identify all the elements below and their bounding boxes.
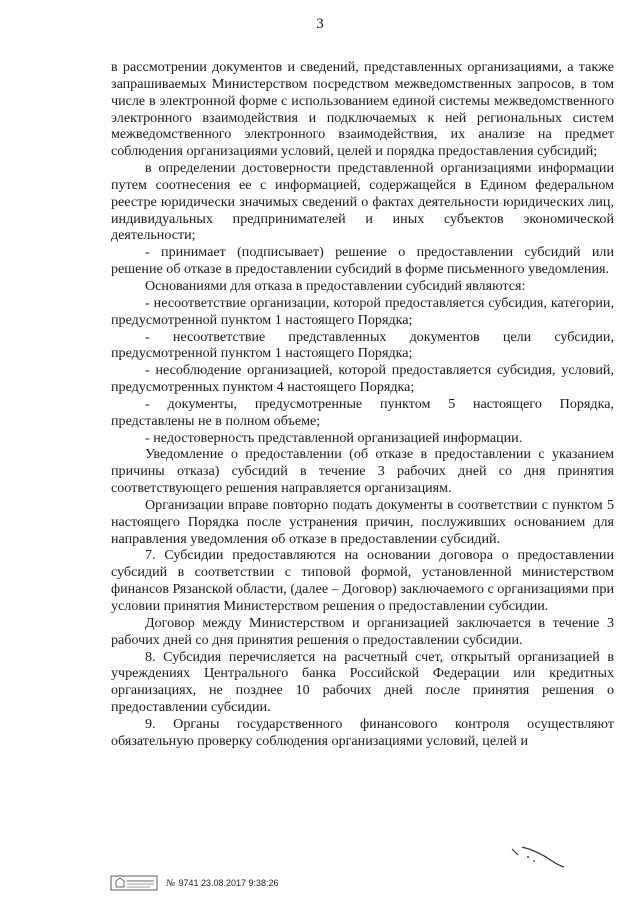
paragraph: - принимает (подписывает) решение о предоставлении субсидий или решение об отказе в предоставлении субсидий в форме письменного уведомления. <box>111 244 614 278</box>
paragraph: в рассмотрении документов и сведений, представленных организациями, а также запрашиваемых Министерством посредством межведомственных запросов, в том числе в электронной форме с использованием единой системы межведомственного электронного взаимодействия и подключаемых к ней региональных систем межведомственного электронного взаимодействия, их анализе на предмет соблюдения организациями условий, целей и порядка предоставления субсидий; <box>111 59 614 160</box>
list-item: - недостоверность представленной организацией информации. <box>145 429 523 446</box>
list-item: - несоответствие организации, которой предоставляется субсидия, категории, предусмотренной пунктом 1 настоящего Порядка; <box>111 294 614 328</box>
handwritten-mark-icon <box>508 843 568 869</box>
list-item: - несоответствие представленных документов цели субсидии, предусмотренной пунктом 1 настоящего Порядка; <box>111 328 614 362</box>
government-stamp-icon <box>110 875 158 891</box>
paragraph: Договор между Министерством и организацией заключается в течение 3 рабочих дней со дня принятия решения о предоставлении субсидии. <box>111 614 614 648</box>
paragraph: в определении достоверности представленной организациями информации путем соотнесения ее с информацией, содержащейся в Едином федеральном реестре юридически значимых сведений о фактах деятельности юридических лиц, индивидуальных предпринимателей и иных субъектов экономической деятельности; <box>111 160 614 244</box>
document-body <box>111 59 614 750</box>
list-item: - несоблюдение организацией, которой предоставляется субсидия, условий, предусмотренных пунктом 4 настоящего Порядка; <box>111 362 614 396</box>
paragraph: Уведомление о предоставлении (об отказе в предоставлении с указанием причины отказа) субсидий в течение 3 рабочих дней со дня принятия соответствующего решения направляется организациям. <box>111 446 614 497</box>
paragraph: Основаниями для отказа в предоставлении субсидий являются: <box>145 277 526 294</box>
paragraph: 7. Субсидии предоставляются на основании договора о предоставлении субсидий в соответствии с типовой формой, установленной министерством финансов Рязанской области, (далее – Договор) заключаемого с организациями при условии принятия Министерством решения о предоставлении субсидии. <box>111 547 614 614</box>
number-sign: № <box>166 877 176 889</box>
list-item: - документы, предусмотренные пунктом 5 настоящего Порядка, представлены не в полном объеме; <box>111 395 614 429</box>
paragraph: 9. Органы государственного финансового контроля осуществляют обязательную проверку соблюдения организациями условий, целей и <box>111 715 614 749</box>
registration-info: 9741 23.08.2017 9:38:26 <box>178 878 279 888</box>
registration-footer <box>110 875 279 891</box>
page-number: 3 <box>316 16 324 32</box>
paragraph: 8. Субсидия перечисляется на расчетный счет, открытый организацией в учреждениях Центрального банка Российской Федерации или кредитных организациях, не позднее 10 рабочих дней после принятия решения о предоставлении субсидии. <box>111 648 614 716</box>
paragraph: Организации вправе повторно подать документы в соответствии с пунктом 5 настоящего Порядка после устранения причин, послуживших основанием для направления уведомления об отказе в предоставлении субсидий. <box>111 496 614 547</box>
